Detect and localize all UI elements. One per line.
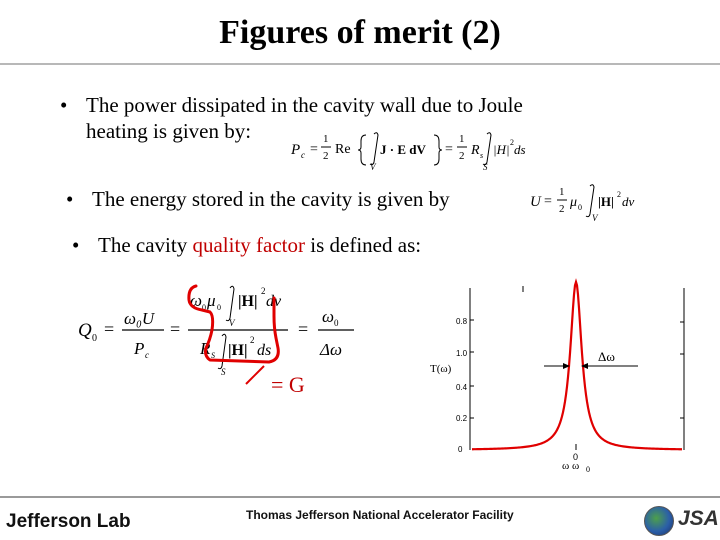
half-num: 1 (559, 186, 565, 198)
h-exponent-num: 2 (261, 286, 266, 296)
bullet-power-line2: heating is given by: (86, 119, 252, 143)
integral-sign (586, 185, 594, 217)
y-tick-label: 1.0 (456, 349, 468, 358)
y-tick-label: 0.8 (456, 317, 468, 326)
h-exponent: 2 (617, 190, 621, 199)
equals-2: = (445, 142, 453, 157)
equals-1: = (310, 142, 318, 157)
slide-title: Figures of merit (2) (219, 14, 501, 51)
mu-symbol: μ (207, 291, 216, 310)
highlight-outline (189, 286, 278, 362)
q-subscript: 0 (92, 333, 97, 344)
bullet-quality (72, 232, 421, 258)
bullet-quality-suffix: is defined as: (305, 233, 422, 257)
pc-symbol: P (134, 339, 145, 358)
quality-factor-highlight: quality factor (192, 233, 306, 257)
delta-omega-annotation: Δω (598, 349, 615, 364)
dv-differential: dv (266, 293, 282, 310)
x-axis-label-subscript: 0 (586, 465, 590, 474)
surface-subscript: S (221, 367, 226, 377)
dv-differential: dv (622, 194, 635, 209)
h-magnitude-den: |H| (228, 342, 248, 359)
equals-2: = (170, 319, 181, 339)
mu-symbol: μ (570, 195, 578, 210)
footer-divider (0, 496, 720, 498)
geometry-factor-highlight (184, 280, 284, 390)
resonance-chart (426, 274, 696, 474)
bullet-energy-text: The energy stored in the cavity is given by (92, 187, 450, 211)
highlight-pointer (246, 366, 264, 384)
h-magnitude-num: |H| (238, 293, 258, 310)
geometry-factor-label: = G (271, 372, 305, 397)
h-exponent: 2 (510, 138, 514, 147)
mu-subscript: 0 (217, 303, 221, 312)
right-brace (434, 135, 442, 165)
integral-sign-2 (483, 133, 491, 165)
jsa-logo: JSA (678, 507, 719, 530)
pc-symbol: P (291, 142, 301, 158)
y-tick-label-zero: 0 (458, 445, 463, 454)
q-num-1: ω₀U (124, 309, 155, 328)
y-tick-label: 0.2 (456, 414, 468, 423)
h-exponent-den: 2 (250, 335, 255, 345)
doe-seal-icon (644, 506, 674, 536)
half-num-1: 1 (323, 133, 329, 145)
rs-symbol: R (471, 143, 480, 158)
half-den: 2 (559, 203, 565, 215)
bullet-marker: • (72, 233, 80, 257)
mu-subscript: 0 (578, 203, 582, 212)
x-axis-label: ω ω (562, 460, 580, 472)
integral-sign-1 (370, 133, 378, 165)
y-axis-label: T(ω) (430, 363, 452, 375)
rs-subscript: s (480, 151, 484, 160)
volume-subscript: V (592, 213, 598, 222)
rs-symbol: R (200, 339, 211, 358)
omega0-symbol: ω (322, 307, 335, 326)
bullet-marker: • (60, 93, 68, 117)
volume-subscript: V (370, 162, 376, 172)
ds-differential: ds (257, 342, 272, 359)
integrand-je: J · E dV (380, 142, 426, 157)
equals-3: = (298, 319, 309, 339)
omega-subscript: 0 (202, 303, 206, 312)
bullet-quality-prefix: The cavity (98, 233, 193, 257)
power-equation (288, 126, 528, 172)
title-divider (0, 63, 720, 65)
left-brace (358, 135, 366, 165)
energy-equation (528, 180, 678, 222)
h-magnitude: |H| (493, 142, 510, 157)
jefferson-lab-logo: Jefferson Lab (6, 511, 131, 532)
pc-subscript: c (145, 350, 149, 360)
delta-omega: Δω (320, 340, 342, 359)
facility-name: Thomas Jefferson National Accelerator Facility (246, 508, 514, 522)
equals: = (544, 194, 552, 209)
re-operator: Re (335, 142, 351, 157)
u-symbol: U (530, 194, 541, 210)
h-magnitude: |H| (598, 194, 614, 209)
half-den-2: 2 (459, 150, 465, 162)
rs-subscript: S (211, 351, 215, 360)
pc-subscript: c (301, 150, 305, 160)
q-symbol: Q (78, 320, 92, 341)
omega-symbol: ω (190, 291, 203, 310)
bullet-energy (66, 186, 450, 212)
y-tick-label: 0.4 (456, 383, 468, 392)
equals-1: = (104, 319, 115, 339)
half-num-2: 1 (459, 133, 465, 145)
ds-differential: ds (514, 142, 526, 157)
omega0-subscript: 0 (334, 318, 339, 328)
x-tick-label: 0 (573, 452, 579, 462)
surface-subscript: S (483, 162, 488, 172)
bullet-power-line1: The power dissipated in the cavity wall due to Joule (86, 93, 523, 117)
volume-subscript: V (229, 318, 235, 328)
half-den-1: 2 (323, 150, 329, 162)
bullet-marker: • (66, 187, 74, 211)
resonance-curve (472, 282, 682, 449)
